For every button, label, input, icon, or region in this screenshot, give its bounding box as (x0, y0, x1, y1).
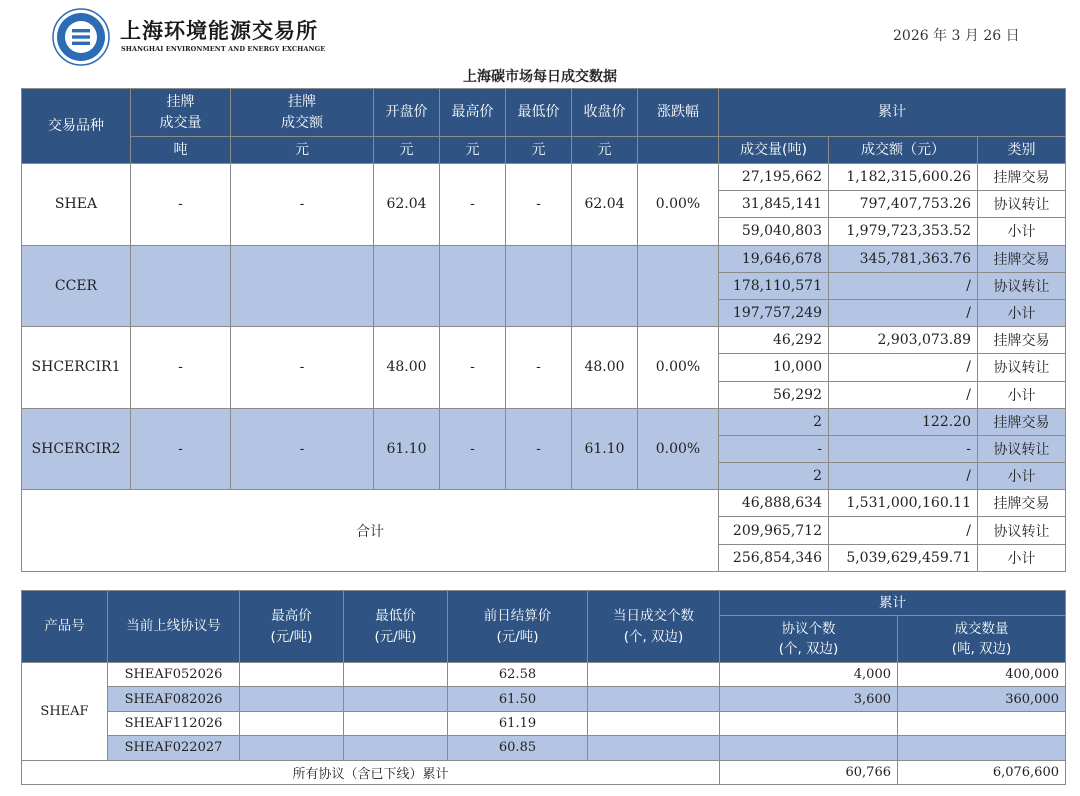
high-cell (240, 663, 344, 687)
unit-listed-volume: 吨 (131, 137, 231, 164)
cum-amount-cell: / (829, 354, 978, 381)
cum-type-cell: 小计 (978, 544, 1066, 571)
agreement-code: SHEAF052026 (108, 663, 240, 687)
product-name: CCER (22, 245, 131, 327)
header-open: 开盘价 (374, 89, 440, 137)
cum-count-cell: 3,600 (720, 687, 898, 711)
cum-volume-cell: - (719, 435, 829, 462)
unit-high: 元 (440, 137, 506, 164)
high-cell (240, 711, 344, 735)
low-price-cell (506, 245, 572, 327)
product-name: SHCERCIR2 (22, 408, 131, 490)
listed-amount-cell: - (231, 164, 374, 246)
change-cell: 0.00% (638, 327, 719, 409)
close-price-cell: 61.10 (572, 408, 638, 490)
table-row (22, 711, 1066, 735)
cum-volume-cell: 27,195,662 (719, 164, 829, 191)
low-cell (344, 736, 448, 760)
cum-amount-cell: 2,903,073.89 (829, 327, 978, 354)
cum-type-cell: 协议转让 (978, 354, 1066, 381)
day-count-cell (588, 736, 720, 760)
listed-volume-cell (131, 245, 231, 327)
unit-cum-type: 类别 (978, 137, 1066, 164)
cum-type-cell: 挂牌交易 (978, 164, 1066, 191)
high-price-cell: - (440, 408, 506, 490)
cum-volume-cell: 197,757,249 (719, 299, 829, 326)
low-cell (344, 711, 448, 735)
header-product-code: 产品号 (22, 591, 108, 663)
close-price-cell: 62.04 (572, 164, 638, 246)
header-listed-amount: 挂牌 成交额 (231, 89, 374, 137)
cum-volume-cell: 178,110,571 (719, 272, 829, 299)
cum-amount-cell: 1,979,723,353.52 (829, 218, 978, 245)
prev-settle-cell: 61.19 (448, 711, 588, 735)
cum-type-cell: 挂牌交易 (978, 408, 1066, 435)
cum-qty-cell (898, 711, 1066, 735)
cum-volume-cell: 19,646,678 (719, 245, 829, 272)
listed-amount-cell: - (231, 327, 374, 409)
total-label: 所有协议（含已下线）累计 (22, 760, 720, 784)
unit-open: 元 (374, 137, 440, 164)
cum-qty-cell: 6,076,600 (898, 760, 1066, 784)
day-count-cell (588, 711, 720, 735)
cum-count-cell (720, 711, 898, 735)
org-name-en: SHANGHAI ENVIRONMENT AND ENERGY EXCHANGE (121, 45, 326, 53)
header-cumulative: 累计 (719, 89, 1066, 137)
cum-qty-cell: 400,000 (898, 663, 1066, 687)
report-title: 上海碳市场每日成交数据 (463, 69, 617, 85)
header-change: 涨跌幅 (638, 89, 719, 137)
header-listed-volume: 挂牌 成交量 (131, 89, 231, 137)
unit-listed-amount: 元 (231, 137, 374, 164)
low-cell (344, 663, 448, 687)
header-agreement: 当前上线协议号 (108, 591, 240, 663)
cum-count-cell: 4,000 (720, 663, 898, 687)
cum-volume-cell: 209,965,712 (719, 517, 829, 544)
cum-amount-cell: / (829, 272, 978, 299)
table-row (22, 245, 1066, 272)
cum-amount-cell: / (829, 299, 978, 326)
total-label: 合计 (22, 490, 719, 572)
cum-amount-cell: / (829, 463, 978, 490)
cum-type-cell: 协议转让 (978, 191, 1066, 218)
listed-amount-cell (231, 245, 374, 327)
cum-volume-cell: 31,845,141 (719, 191, 829, 218)
cum-amount-cell: - (829, 435, 978, 462)
day-count-cell (588, 687, 720, 711)
header-close: 收盘价 (572, 89, 638, 137)
product-code: SHEAF (22, 663, 108, 761)
header-product: 交易品种 (22, 89, 131, 164)
change-cell (638, 245, 719, 327)
cum-type-cell: 挂牌交易 (978, 490, 1066, 517)
cum-volume-cell: 2 (719, 408, 829, 435)
cum-volume-cell: 56,292 (719, 381, 829, 408)
exchange-logo-icon (52, 8, 110, 66)
listed-volume-cell: - (131, 164, 231, 246)
cum-qty-cell: 360,000 (898, 687, 1066, 711)
daily-trading-table (21, 88, 1066, 572)
close-price-cell (572, 245, 638, 327)
report-header (0, 0, 1080, 85)
cum-amount-cell: / (829, 381, 978, 408)
report-date: 2026 年 3 月 26 日 (893, 28, 1020, 44)
agreement-code: SHEAF112026 (108, 711, 240, 735)
change-cell: 0.00% (638, 408, 719, 490)
low-cell (344, 687, 448, 711)
agreement-code: SHEAF022027 (108, 736, 240, 760)
open-price-cell: 62.04 (374, 164, 440, 246)
listed-volume-cell: - (131, 408, 231, 490)
table-row (22, 663, 1066, 687)
high-cell (240, 736, 344, 760)
cum-volume-cell: 46,292 (719, 327, 829, 354)
unit-low: 元 (506, 137, 572, 164)
close-price-cell: 48.00 (572, 327, 638, 409)
high-price-cell (440, 245, 506, 327)
cum-amount-cell: 5,039,629,459.71 (829, 544, 978, 571)
cum-volume-cell: 59,040,803 (719, 218, 829, 245)
low-price-cell: - (506, 327, 572, 409)
day-count-cell (588, 663, 720, 687)
cum-type-cell: 挂牌交易 (978, 245, 1066, 272)
cum-amount-cell: 1,182,315,600.26 (829, 164, 978, 191)
total-row (22, 490, 1066, 517)
high-price-cell: - (440, 164, 506, 246)
org-name-cn: 上海环境能源交易所 (120, 18, 318, 43)
header-prev-settle: 前日结算价 (元/吨) (448, 591, 588, 663)
total-row (22, 760, 1066, 784)
agreement-code: SHEAF082026 (108, 687, 240, 711)
cum-amount-cell: 797,407,753.26 (829, 191, 978, 218)
table-row (22, 327, 1066, 354)
low-price-cell: - (506, 164, 572, 246)
high-price-cell: - (440, 327, 506, 409)
cum-type-cell: 挂牌交易 (978, 327, 1066, 354)
product-name: SHCERCIR1 (22, 327, 131, 409)
open-price-cell: 61.10 (374, 408, 440, 490)
cum-type-cell: 小计 (978, 381, 1066, 408)
cum-type-cell: 小计 (978, 463, 1066, 490)
table-row (22, 736, 1066, 760)
cum-count-cell (720, 736, 898, 760)
header-low: 最低价 (506, 89, 572, 137)
unit-close: 元 (572, 137, 638, 164)
prev-settle-cell: 61.50 (448, 687, 588, 711)
unit-change (638, 137, 719, 164)
cum-type-cell: 小计 (978, 218, 1066, 245)
open-price-cell (374, 245, 440, 327)
header-day-count: 当日成交个数 (个, 双边) (588, 591, 720, 663)
cum-type-cell: 协议转让 (978, 435, 1066, 462)
listed-amount-cell: - (231, 408, 374, 490)
table-row (22, 164, 1066, 191)
header-cum-qty: 成交数量 (吨, 双边) (898, 616, 1066, 663)
listed-volume-cell: - (131, 327, 231, 409)
prev-settle-cell: 62.58 (448, 663, 588, 687)
cum-volume-cell: 2 (719, 463, 829, 490)
cum-qty-cell (898, 736, 1066, 760)
header-low: 最低价 (元/吨) (344, 591, 448, 663)
high-cell (240, 687, 344, 711)
cum-type-cell: 协议转让 (978, 272, 1066, 299)
table-row (22, 408, 1066, 435)
change-cell: 0.00% (638, 164, 719, 246)
cum-amount-cell: 345,781,363.76 (829, 245, 978, 272)
header-high: 最高价 (元/吨) (240, 591, 344, 663)
low-price-cell: - (506, 408, 572, 490)
cum-volume-cell: 46,888,634 (719, 490, 829, 517)
header-high: 最高价 (440, 89, 506, 137)
cum-type-cell: 小计 (978, 299, 1066, 326)
open-price-cell: 48.00 (374, 327, 440, 409)
cum-volume-cell: 256,854,346 (719, 544, 829, 571)
product-name: SHEA (22, 164, 131, 246)
cum-amount-cell: / (829, 517, 978, 544)
cum-amount-cell: 1,531,000,160.11 (829, 490, 978, 517)
header-cum-count: 协议个数 (个, 双边) (720, 616, 898, 663)
cum-count-cell: 60,766 (720, 760, 898, 784)
table-row (22, 687, 1066, 711)
unit-cum-volume: 成交量(吨) (719, 137, 829, 164)
prev-settle-cell: 60.85 (448, 736, 588, 760)
cum-type-cell: 协议转让 (978, 517, 1066, 544)
cum-amount-cell: 122.20 (829, 408, 978, 435)
unit-cum-amount: 成交额（元） (829, 137, 978, 164)
cum-volume-cell: 10,000 (719, 354, 829, 381)
futures-agreement-table (21, 590, 1066, 785)
header-cumulative: 累计 (720, 591, 1066, 616)
